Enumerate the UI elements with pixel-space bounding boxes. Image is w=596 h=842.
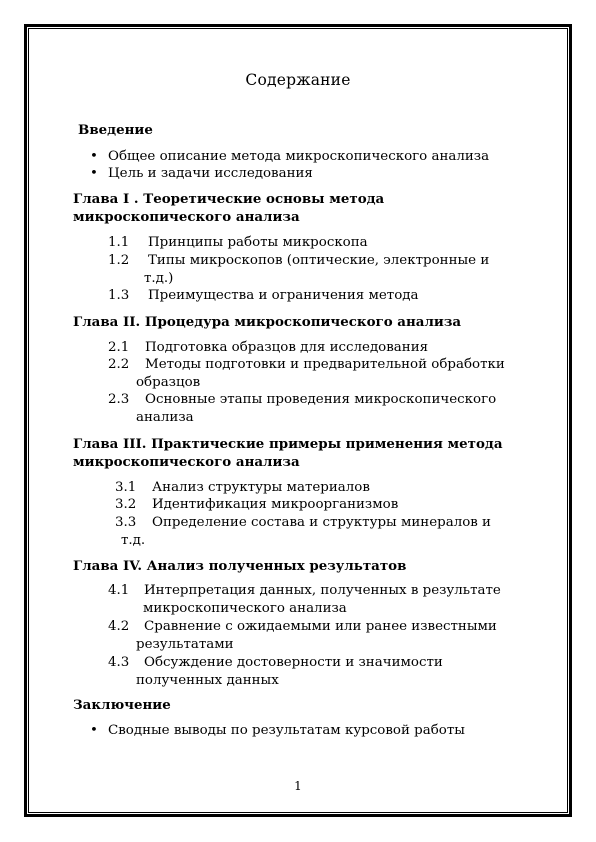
bullet-icon: • bbox=[90, 723, 98, 738]
chapter-3-heading: Глава III. Практические примеры применения метода микроскопического анализа bbox=[73, 436, 503, 470]
conclusion-heading: Заключение bbox=[73, 697, 171, 713]
chapter-4-heading: Глава IV. Анализ полученных результатов bbox=[73, 558, 407, 574]
intro-heading: Введение bbox=[78, 122, 153, 138]
page-number: 1 bbox=[294, 779, 302, 793]
bullet-icon: • bbox=[90, 149, 98, 164]
bullet-icon: • bbox=[90, 166, 98, 181]
page-title: Содержание bbox=[245, 71, 351, 89]
chapter-2-heading: Глава II. Процедура микроскопического анализа bbox=[73, 314, 462, 330]
chapter-1-heading: Глава I . Теоретические основы метода микроскопического анализа bbox=[73, 191, 385, 225]
